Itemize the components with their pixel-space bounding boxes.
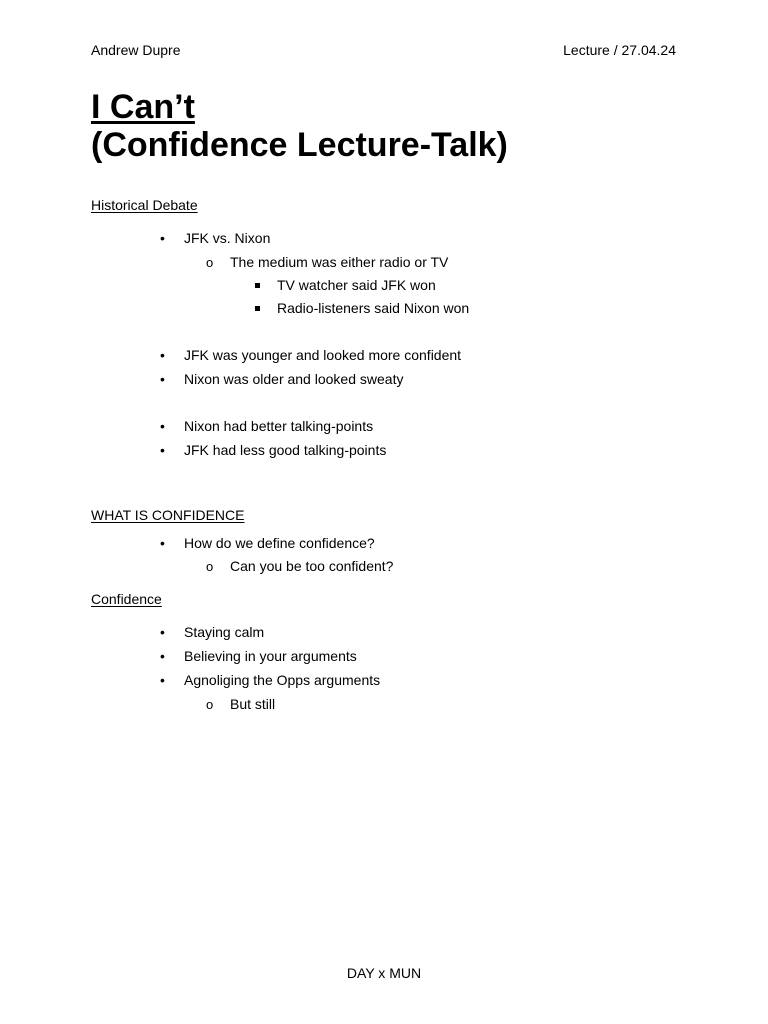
list-item-text: TV watcher said JFK won [277,277,436,293]
list-item [184,347,461,363]
page-subtitle: (Confidence Lecture-Talk) [91,126,508,164]
list-item [230,254,448,270]
bullet-icon [160,442,165,458]
bullet-icon [160,624,165,640]
section-heading-historical-debate: Historical Debate [91,197,198,213]
list-item-text: Radio-listeners said Nixon won [277,300,470,316]
bullet-icon [160,672,165,688]
section-heading-what-is-confidence: WHAT IS CONFIDENCE [91,507,245,523]
list-item [184,535,375,551]
section-heading-confidence: Confidence [91,591,162,607]
bullet-icon [160,371,165,387]
list-item [230,696,275,712]
bullet-icon [160,535,165,551]
list-item-text: Can you be too confident? [230,558,394,574]
list-item-text: Believing in your arguments [184,648,357,664]
list-item-text: JFK was younger and looked more confident [184,347,462,363]
list-item-text: The medium was either radio or TV [230,254,449,270]
header-lecture-date: Lecture / 27.04.24 [563,42,676,58]
list-item [277,300,469,316]
list-item [184,624,264,640]
list-item [184,648,357,664]
bullet-icon [160,648,165,664]
bullet-icon [160,230,165,246]
circle-bullet-icon [206,254,213,271]
list-item-text: Nixon was older and looked sweaty [184,371,404,387]
circle-bullet-icon [206,558,213,575]
bullet-icon [160,418,165,434]
list-item [184,442,386,458]
list-item [230,558,393,574]
bullet-icon [160,347,165,363]
list-item-text: JFK had less good talking-points [184,442,387,458]
list-item-text: JFK vs. Nixon [184,230,271,246]
list-item-text: Nixon had better talking-points [184,418,374,434]
header-author: Andrew Dupre [91,42,181,58]
list-item [184,230,270,246]
list-item [184,418,373,434]
square-bullet-icon [255,300,260,316]
square-bullet-icon [255,277,260,293]
page-footer: DAY x MUN [346,965,422,981]
list-item [184,371,403,387]
page-title: I Can’t [91,88,195,126]
list-item-text: Staying calm [184,624,265,640]
list-item [277,277,436,293]
list-item [184,672,380,688]
circle-bullet-icon [206,696,213,713]
list-item-text: Agnoliging the Opps arguments [184,672,381,688]
list-item-text: But still [230,696,276,712]
list-item-text: How do we define confidence? [184,535,375,551]
